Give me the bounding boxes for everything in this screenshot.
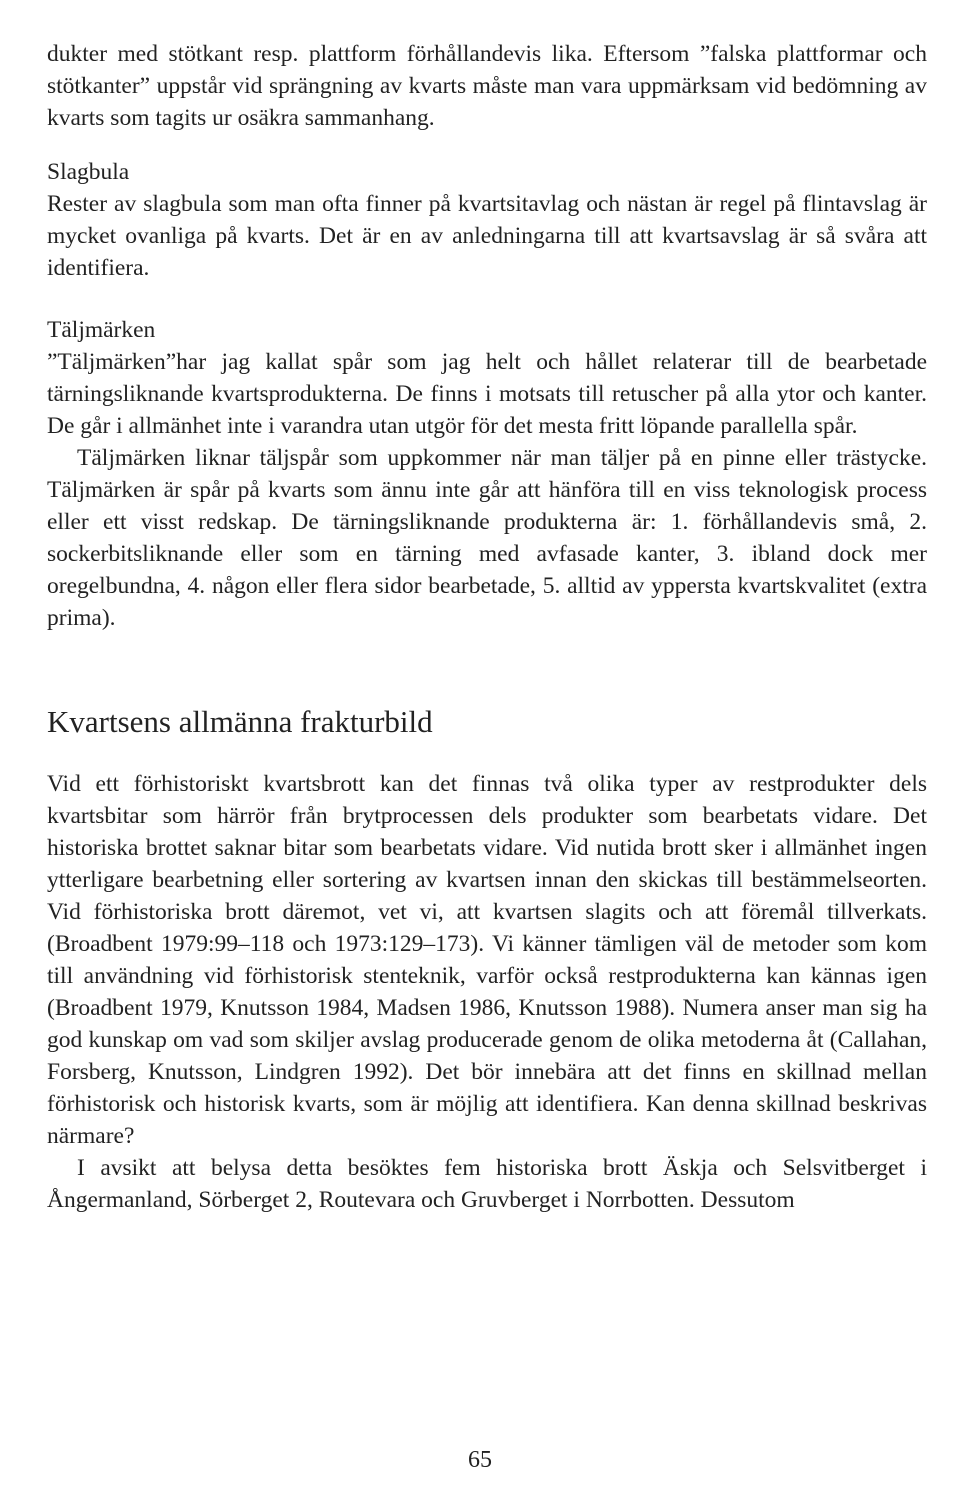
heading-slagbula: Slagbula: [47, 159, 130, 185]
taljmarken-paragraph-1: ”Täljmärken”har jag kallat spår som jag helt och hållet relaterar till de bearbetade tärningsliknande kvartsprodukterna. De finns i motsats till retuscher på alla ytor och kanter. De går i allmänhet inte i varandra utan utgör för det mesta fritt löpande parallella spår.: [47, 349, 927, 439]
section-title: Kvartsens allmänna frakturbild: [47, 704, 433, 739]
page-number: 65: [468, 1447, 492, 1473]
intro-paragraph: dukter med stötkant resp. plattform förhållandevis lika. Eftersom ”falska plattformar och stötkanter” uppstår vid sprängning av kvarts måste man vara uppmärksam vid bedömning av kvarts som tagits ur osäkra sammanhang.: [47, 41, 927, 131]
taljmarken-paragraph-2: Täljmärken liknar täljspår som uppkommer när man täljer på en pinne eller trästycke. Täljmärken är spår på kvarts som ännu inte går att hänföra till en viss teknologisk process eller ett visst redskap. De tärningsliknande produkterna är: 1. förhållandevis små, 2. sockerbitsliknande eller som en tärning med avfasade kanter, 3. ibland dock mer oregelbundna, 4. någon eller flera sidor bearbetade, 5. alltid av yppersta kvartskvalitet (extra prima).: [47, 445, 927, 631]
slagbula-paragraph: Rester av slagbula som man ofta finner på kvartsitavlag och nästan är regel på flintavslag är mycket ovanliga på kvarts. Det är en av anledningarna till att kvartsavslag är så svåra att identifiera.: [47, 191, 927, 281]
heading-taljmarken: Täljmärken: [47, 317, 156, 343]
section-paragraph-2: I avsikt att belysa detta besöktes fem historiska brott Äskja och Selsvitberget i Ångermanland, Sörberget 2, Routevara och Gruvberget i Norrbotten. Dessutom: [47, 1155, 927, 1213]
page-body: [47, 38, 927, 1216]
section-paragraph-1: Vid ett förhistoriskt kvartsbrott kan det finnas två olika typer av restprodukter dels kvartsbitar som härrör från brytprocessen dels produkter som bearbetats vidare. Det historiska brottet saknar bitar som bearbetats vidare. Vid nutida brott sker i allmänhet ingen ytterligare bearbetning eller sortering av kvartsen innan den skickas till bestämmelseorten. Vid förhistoriska brott däremot, vet vi, att kvartsen slagits och att föremål tillverkats. (Broadbent 1979:99–118 och 1973:129–173). Vi känner tämligen väl de metoder som kom till användning vid förhistorisk stenteknik, varför också restprodukterna kan kännas igen (Broadbent 1979, Knutsson 1984, Madsen 1986, Knutsson 1988). Numera anser man sig ha god kunskap om vad som skiljer avslag producerade genom de olika metoderna åt (Callahan, Forsberg, Knutsson, Lindgren 1992). Det bör innebära att det finns en skillnad mellan förhistorisk och historisk kvarts, som är möjlig att identifiera. Kan denna skillnad beskrivas närmare?: [47, 771, 927, 1149]
